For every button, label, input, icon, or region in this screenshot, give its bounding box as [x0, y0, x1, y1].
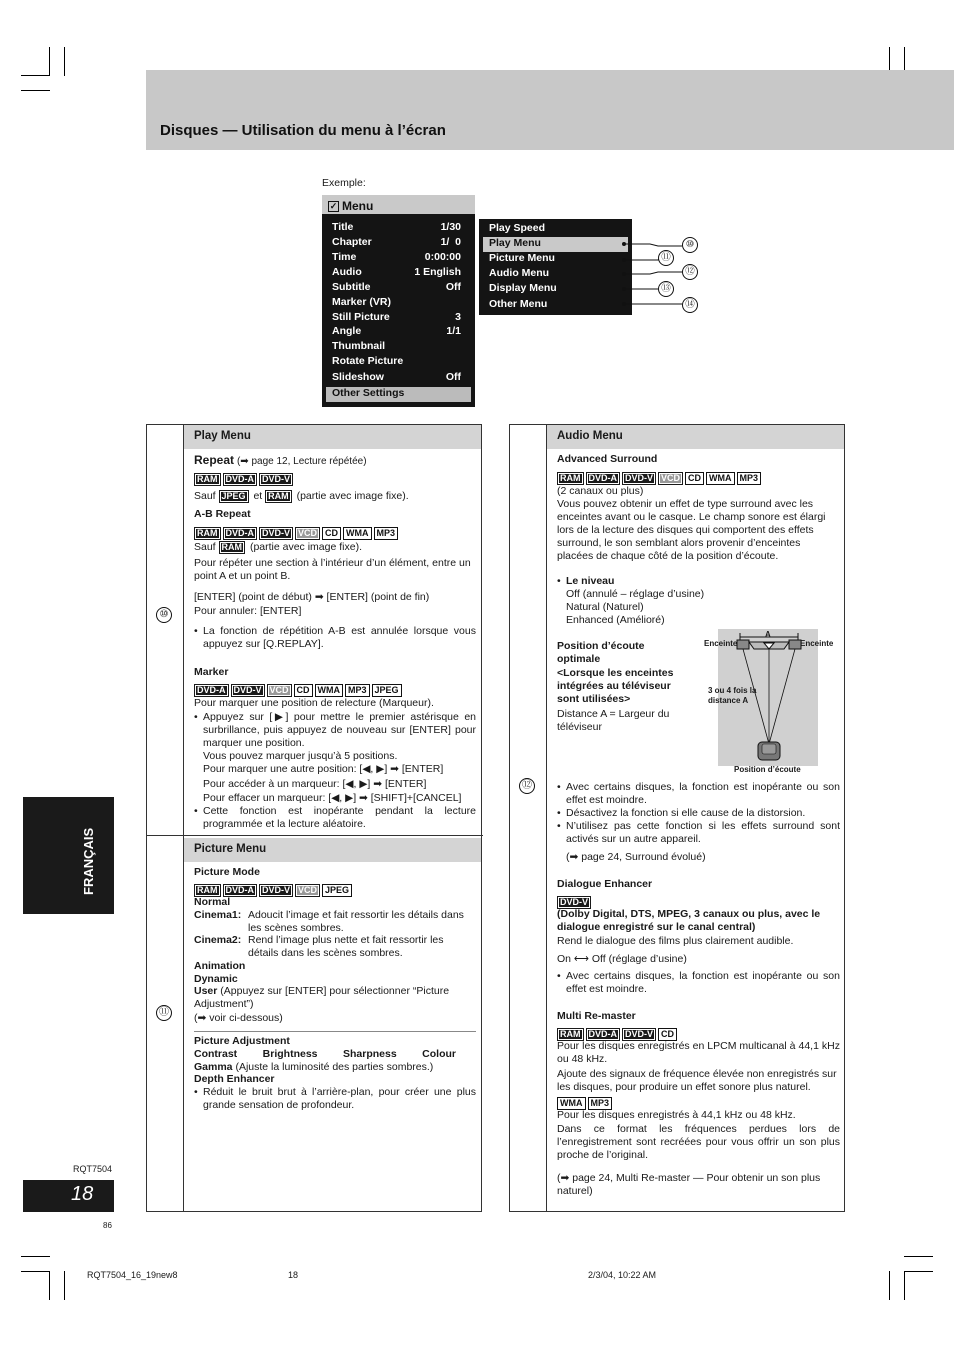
niveau-list: • Le niveau Off (annulé – réglage d’usine) Natural (Naturel) Enhanced (Amélioré) [557, 575, 757, 627]
mr-desc2: Ajoute des signaux de fréquence élevée non enregistrés sur les disques, pour produire un effet sonore plus naturel. [557, 1068, 837, 1093]
osd-menu-title: Menu [342, 198, 374, 213]
submenu-item[interactable]: Picture Menu [489, 252, 555, 264]
badge-dvd-a: DVD-A [586, 472, 621, 485]
callout-13: ⑬ [658, 281, 674, 297]
section-number-11: ⑪ [156, 1005, 172, 1021]
footer-date: 2/3/04, 10:22 AM [588, 1270, 657, 1280]
repeat-ref: page 12, Lecture répétée) [248, 456, 367, 467]
adv-desc: Vous pouvez obtenir un effet de type surround avec les enceintes avant ou le casque. Le champ sonore est élargi lors de la lecture des disques qui comportent des effets surround, le son semblant alors provenir d’enceintes placées de chaque côté de la position d’écoute. [557, 498, 826, 562]
osd-row-value: 3 [455, 311, 461, 323]
badge-ram: RAM [265, 490, 292, 503]
osd-row-label: Chapter [332, 236, 372, 248]
mode-cinema2: Cinema2: [194, 934, 242, 946]
mode-user: User (Appuyez sur [ENTER] pour sélectionner “Picture Adjustment”) [194, 985, 450, 1010]
osd-row[interactable] [332, 236, 461, 251]
mr-ref: (➡ page 24, Multi Re-master — Pour obtenir un son plus naturel) [557, 1172, 821, 1197]
submenu-item[interactable]: Audio Menu [489, 267, 550, 279]
picture-adjustment-heading: Picture Adjustment [194, 1035, 290, 1047]
crop-mark [904, 1271, 905, 1300]
page-number: 18 [71, 1183, 94, 1205]
model-number: RQT7504 [73, 1164, 113, 1174]
crop-mark [904, 1271, 933, 1272]
badge-ram: RAM [557, 1028, 584, 1041]
example-label: Exemple: [322, 177, 366, 189]
osd-row[interactable] [332, 325, 461, 340]
mode-cinema1: Cinema1: [194, 909, 242, 921]
diagram-label-left-speaker: Enceinte [704, 639, 738, 648]
osd-row-label: Marker (VR) [332, 296, 391, 308]
multi-remaster-heading: Multi Re-master [557, 1010, 636, 1022]
mode-cinema1-desc: Adoucit l’image et fait ressortir les détails dans les scènes sombres. [248, 909, 464, 934]
osd-row[interactable] [332, 371, 461, 386]
badge-dvd-v: DVD-V [259, 473, 293, 486]
badge-wma: WMA [315, 684, 344, 697]
arrow-icon: ➡ [560, 1172, 570, 1184]
badge-dvd-a: DVD-A [223, 473, 258, 486]
osd-row-value: 1/1 [446, 325, 461, 337]
ab-steps: [ENTER] (point de début) ➡ [ENTER] (point de fin) [194, 591, 430, 603]
osd-row-value: 1/ 0 [440, 236, 461, 248]
badge-dvd-a: DVD-A [586, 1028, 621, 1041]
dlg-desc: Rend le dialogue des films plus clairement audible. [557, 935, 794, 947]
crop-mark [904, 1256, 933, 1257]
sub-page-number: 86 [103, 1221, 112, 1230]
position-sub: <Lorsque les enceintes intégrées au téléviseur sont utilisées> [557, 667, 674, 705]
badge-cd: CD [322, 527, 341, 540]
osd-row-label: Rotate Picture [332, 355, 404, 367]
repeat-badges [194, 473, 295, 486]
mr-desc4: Dans ce format les fréquences perdues lors de l’enregistrement sont recréées pour vous offrir un son plus proche de l’original. [557, 1123, 840, 1161]
ab-badges [194, 527, 400, 540]
callout-11: ⑪ [658, 250, 674, 266]
osd-row-value: 1/30 [440, 221, 461, 233]
dlg-setting: On ⟷ Off (réglage d’usine) [557, 953, 687, 965]
badge-vcd: VCD [295, 527, 320, 540]
crop-mark [21, 1271, 50, 1272]
marker-bullets: • Appuyez sur [▶] pour mettre le premier astérisque en surbrillance, puis appuyez de nouveau sur [ENTER] pour marquer une position. Vous pouvez marquer jusqu’à 5 positions. Pour marquer une autre position: [◀, ▶] ➡ [ENTER] Pour accéder à un marqueur: [◀, ▶] ➡ [ENTER] Pour effacer un marqueur: [◀, ▶] ➡ [SHIFT]+[CANCEL] • Cette fonction est inopérante pendant la lecture programmée et la lecture aléatoire. [194, 711, 476, 831]
badge-ram: RAM [194, 884, 221, 897]
submenu-item[interactable]: Other Menu [489, 298, 548, 310]
osd-row-label: Subtitle [332, 281, 371, 293]
repeat-heading: Repeat [194, 453, 235, 467]
depth-note: • Réduit le bruit brut à l’arrière-plan, pour créer une plus grande sensation de profondeur. [194, 1086, 476, 1112]
badge-ram: RAM [194, 527, 221, 540]
repeat-block: Repeat (➡ page 12, Lecture répétée) [194, 453, 367, 467]
badge-dvd-a: DVD-A [223, 527, 258, 540]
badge-ram: RAM [194, 473, 221, 486]
badge-mp3: MP3 [588, 1097, 613, 1110]
ab-repeat-heading: A-B Repeat [194, 508, 251, 520]
osd-row[interactable] [332, 355, 461, 370]
advanced-surround-heading: Advanced Surround [557, 453, 658, 465]
audio-menu-header: Audio Menu [547, 425, 844, 449]
osd-row[interactable] [332, 311, 461, 326]
ab-desc: Pour répéter une section à l’intérieur d’un élément, entre un point A et un point B. [194, 557, 471, 582]
submenu-item[interactable]: Play Speed [489, 222, 546, 234]
badge-dvd-a: DVD-A [194, 684, 229, 697]
check-icon: ✓ [329, 200, 338, 211]
badge-wma: WMA [343, 527, 372, 540]
adv-notes: • Avec certains disques, la fonction est inopérante ou son effet est moindre. • Désactivez la fonction si elle cause de la distorsion. • N’utilisez pas cette fonction si les effets surround sont activés sur un autre appareil. [557, 781, 840, 846]
badge-mp3: MP3 [345, 684, 370, 697]
badge-dvd-v: DVD-V [622, 1028, 656, 1041]
callout-14: ⑭ [682, 297, 698, 313]
badge-jpeg: JPEG [372, 684, 402, 697]
play-menu-header: Play Menu [184, 425, 481, 449]
depth-enhancer: Depth Enhancer [194, 1073, 275, 1085]
diagram-label-a: A [765, 630, 771, 639]
ab-cancel: Pour annuler: [ENTER] [194, 605, 302, 617]
badge-vcd: VCD [295, 884, 320, 897]
position-title: Position d’écoute optimale [557, 640, 645, 665]
submenu-item[interactable]: Display Menu [489, 282, 557, 294]
badge-dvd-v: DVD-V [231, 684, 265, 697]
osd-row-label: Still Picture [332, 311, 390, 323]
badge-jpeg: JPEG [322, 884, 352, 897]
crop-mark [49, 1271, 50, 1300]
dlg-formats: (Dolby Digital, DTS, MPEG, 3 canaux ou plus, avec le dialogue enregistré sur le canal central) [557, 908, 821, 933]
badge-cd: CD [294, 684, 313, 697]
badge-jpeg: JPEG [219, 490, 249, 503]
badge-vcd: VCD [658, 472, 683, 485]
page-title: Disques — Utilisation du menu à l’écran [160, 122, 446, 139]
picture-mode-heading: Picture Mode [194, 866, 260, 878]
osd-row-label: Audio [332, 266, 362, 278]
arrow-icon: ➡ [240, 456, 249, 467]
mr-desc3: Pour les disques enregistrés à 44,1 kHz ou 48 kHz. [557, 1109, 796, 1121]
arrow-icon: ➡ [569, 851, 579, 863]
callout-lines [620, 236, 690, 316]
diagram-label-distance: 3 ou 4 fois la distance A [708, 686, 757, 705]
osd-row-value: 0:00:00 [424, 251, 461, 263]
page-number-box [23, 1180, 114, 1212]
osd-row[interactable] [332, 340, 461, 355]
section-number-10: ⑩ [156, 607, 172, 623]
diagram-label-position: Position d’écoute [734, 765, 801, 774]
osd-row-value: Off [445, 281, 461, 293]
adv-badges [557, 472, 763, 485]
crop-mark [49, 47, 50, 76]
adv-ref: (➡ page 24, Surround évolué) [566, 851, 706, 863]
osd-submenu [479, 219, 632, 315]
callout-10: ⑩ [682, 237, 698, 253]
osd-row-value: Off [445, 371, 461, 383]
badge-mp3: MP3 [374, 527, 399, 540]
crop-mark [64, 1271, 65, 1300]
badge-wma: WMA [557, 1097, 586, 1110]
badge-cd: CD [658, 1028, 677, 1041]
footer-file: RQT7504_16_19new8 [87, 1270, 178, 1280]
divider [194, 1031, 476, 1032]
dlg-note: • Avec certains disques, la fonction est inopérante ou son effet est moindre. [557, 970, 840, 996]
osd-row-label: Time [332, 251, 357, 263]
badge-dvd-v: DVD-V [557, 896, 591, 909]
section-number-12: ⑫ [519, 778, 535, 794]
picture-menu-header: Picture Menu [184, 838, 481, 862]
footer-page: 18 [288, 1270, 299, 1280]
osd-row[interactable] [332, 266, 461, 281]
mode-animation: Animation [194, 960, 246, 972]
badge-vcd: VCD [267, 684, 292, 697]
osd-row-label: Angle [332, 325, 362, 337]
crop-mark [64, 47, 65, 76]
mr-desc1: Pour les disques enregistrés en LPCM multicanal à 44,1 kHz ou 48 kHz. [557, 1040, 840, 1065]
badge-dvd-v: DVD-V [622, 472, 656, 485]
mode-cinema2-desc: Rend l’image plus nette et fait ressortir les détails dans les scènes sombres. [248, 934, 444, 959]
osd-menu [322, 195, 475, 407]
arrow-icon: ➡ [314, 591, 324, 603]
crop-mark [889, 1271, 890, 1300]
badge-wma: WMA [706, 472, 735, 485]
mode-normal: Normal [194, 896, 231, 908]
marker-desc: Pour marquer une position de relecture (Marqueur). [194, 697, 434, 709]
gamma: Gamma (Ajuste la luminosité des parties sombres.) [194, 1061, 434, 1073]
osd-row-label: Title [332, 221, 354, 233]
callout-12: ⑫ [682, 264, 698, 280]
ab-exception: Sauf RAM (partie avec image fixe). [194, 541, 362, 553]
crop-mark [21, 75, 50, 76]
osd-row[interactable] [332, 221, 461, 236]
badge-ram: RAM [557, 472, 584, 485]
dialogue-enhancer-heading: Dialogue Enhancer [557, 878, 653, 890]
language-label: FRANÇAIS [81, 827, 96, 895]
crop-mark [21, 90, 50, 91]
repeat-exception: Sauf JPEG et RAM (partie avec image fixe). [194, 490, 409, 502]
header-banner [146, 70, 954, 150]
position-desc: Distance A = Largeur du téléviseur [557, 708, 670, 733]
osd-row-label: Thumbnail [332, 340, 386, 352]
badge-dvd-a: DVD-A [223, 884, 258, 897]
badge-dvd-v: DVD-V [259, 527, 293, 540]
crop-mark [21, 1256, 50, 1257]
mode-dynamic: Dynamic [194, 973, 238, 985]
diagram-label-right-speaker: Enceinte [800, 639, 834, 648]
badge-dvd-v: DVD-V [259, 884, 293, 897]
osd-row[interactable] [332, 251, 461, 266]
osd-row-label: Slideshow [332, 371, 384, 383]
badge-cd: CD [685, 472, 704, 485]
osd-row-selected[interactable] [326, 387, 471, 402]
osd-row[interactable] [332, 296, 461, 311]
mode-user-ref: (➡ voir ci-dessous) [194, 1012, 283, 1024]
osd-menu-header [322, 195, 475, 214]
language-tab [23, 797, 114, 914]
badge-ram: RAM [219, 541, 246, 554]
number-column [510, 425, 547, 1211]
osd-row-label: Other Settings [332, 387, 405, 399]
arrow-icon: ➡ [197, 1012, 207, 1024]
number-column [147, 425, 184, 1211]
badge-mp3: MP3 [737, 472, 762, 485]
picture-adjustment-items: Contrast Brightness Sharpness Colour [194, 1048, 456, 1060]
adv-channels: (2 canaux ou plus) [557, 485, 644, 497]
ab-note: • La fonction de répétition A-B est annulée lorsque vous appuyez sur [Q.REPLAY]. [194, 625, 476, 651]
marker-heading: Marker [194, 666, 229, 678]
osd-row[interactable] [332, 281, 461, 296]
submenu-item-selected[interactable]: Play Menu [483, 237, 628, 252]
osd-row-value: 1 English [414, 266, 461, 278]
marker-badges [194, 684, 404, 697]
